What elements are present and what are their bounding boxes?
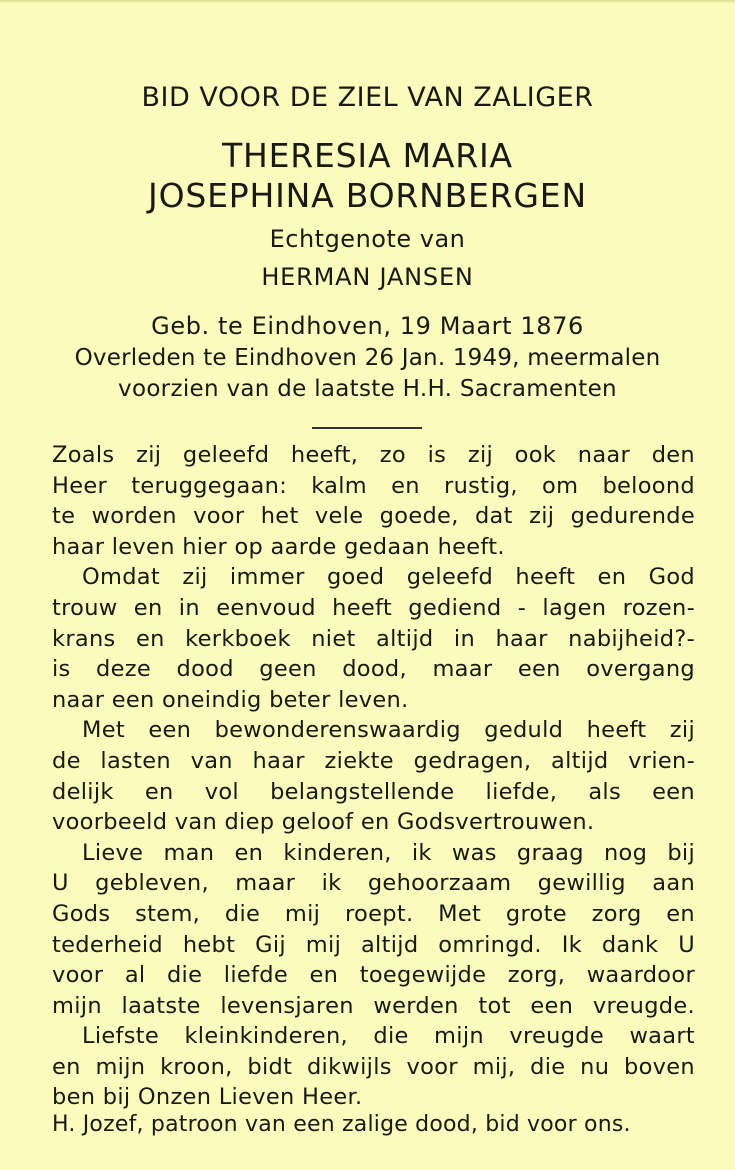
text-line: de lasten van haar ziekte gedragen, altijd vrien-: [52, 747, 695, 774]
text-line: mijn laatste levensjaren werden tot een vreugde.: [52, 992, 695, 1019]
text-line: U gebleven, maar ik gehoorzaam gewillig aan: [52, 870, 695, 897]
card-top-edge: [0, 0, 735, 3]
text-line: voor al die liefde en toegewijde zorg, waardoor: [52, 962, 695, 989]
text-line: te worden voor het vele goede, dat zij gedurende: [52, 503, 695, 530]
sacraments-info: voorzien van de laatste H.H. Sacramenten: [118, 376, 617, 402]
text-line: ben bij Onzen Lieven Heer.: [52, 1084, 363, 1111]
death-info: Overleden te Eindhoven 26 Jan. 1949, meermalen: [74, 345, 661, 371]
text-line: Heer teruggegaan: kalm en rustig, om beloond: [52, 472, 695, 499]
text-line: krans en kerkboek niet altijd in haar nabijheid?-: [52, 625, 695, 652]
text-line: naar een oneindig beter leven.: [52, 686, 409, 713]
text-line: tederheid hebt Gij mij altijd omringd. Ik dank U: [52, 931, 695, 958]
text-line: haar leven hier op aarde gedaan heeft.: [52, 533, 505, 560]
text-line: Met een bewonderenswaardig geduld heeft zij: [82, 717, 695, 744]
text-line: Omdat zij immer goed geleefd heeft en God: [82, 564, 695, 591]
section-divider: [312, 427, 422, 429]
birth-info: Geb. te Eindhoven, 19 Maart 1876: [151, 312, 584, 340]
text-line: Liefste kleinkinderen, die mijn vreugde waart: [82, 1023, 695, 1050]
text-line: Lieve man en kinderen, ik was graag nog bij: [82, 839, 695, 866]
deceased-name-line-1: THERESIA MARIA: [222, 136, 513, 175]
text-line: voorbeeld van diep geloof en Godsvertrouwen.: [52, 809, 595, 836]
text-line: Gods stem, die mij roept. Met grote zorg en: [52, 900, 695, 927]
text-line: delijk en vol belangstellende liefde, als een: [52, 778, 695, 805]
deceased-name-line-2: JOSEPHINA BORNBERGEN: [148, 176, 587, 215]
text-line: trouw en in eenvoud heeft gediend - lagen rozen-: [52, 594, 695, 621]
card-heading: BID VOOR DE ZIEL VAN ZALIGER: [141, 82, 594, 113]
text-line: Zoals zij geleefd heeft, zo is zij ook naar den: [52, 442, 695, 468]
spouse-name: HERMAN JANSEN: [261, 263, 474, 291]
text-line: is deze dood geen dood, maar een overgang: [52, 656, 695, 683]
spouse-label: Echtgenote van: [269, 225, 466, 253]
text-line: en mijn kroon, bidt dikwijls voor mij, die nu boven: [52, 1053, 695, 1080]
closing-prayer: H. Jozef, patroon van een zalige dood, bid voor ons.: [52, 1112, 631, 1137]
memorial-text: [52, 440, 695, 1113]
